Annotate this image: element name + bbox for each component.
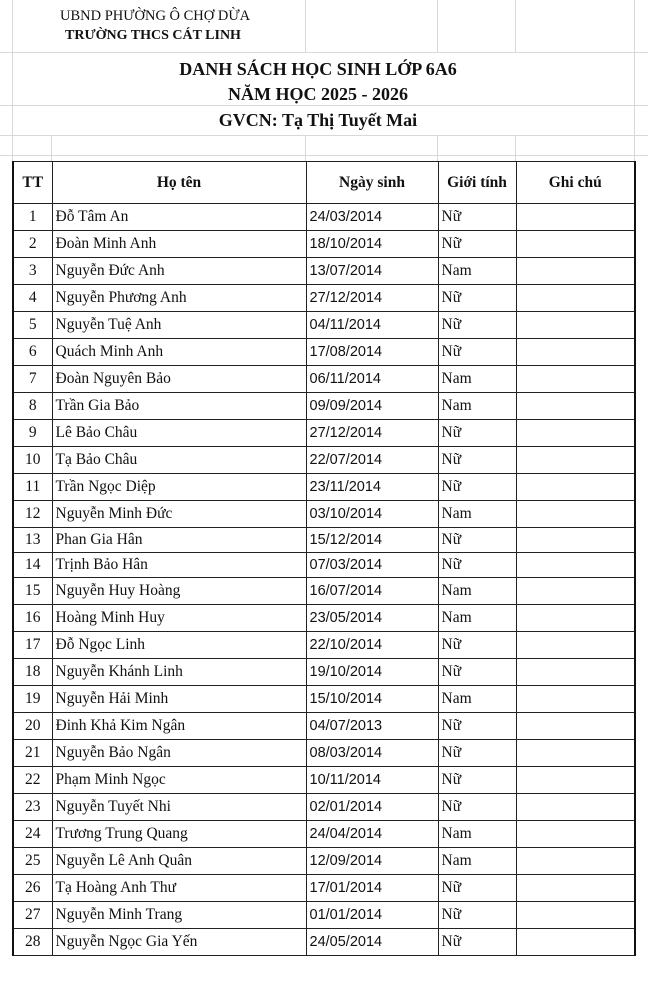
cell-dob: 13/07/2014 <box>306 258 438 285</box>
cell-tt: 23 <box>13 794 52 821</box>
grid-line <box>634 0 635 161</box>
table-row <box>13 821 635 848</box>
cell-tt: 10 <box>13 447 52 474</box>
cell-gender: Nam <box>438 578 516 605</box>
table-row <box>13 204 635 231</box>
table-row <box>13 794 635 821</box>
org-line-1: UBND PHƯỜNG Ô CHỢ DỪA <box>60 8 251 24</box>
org-line-2: TRƯỜNG THCS CÁT LINH <box>65 28 241 43</box>
cell-note <box>516 821 635 848</box>
cell-name: Nguyễn Hải Minh <box>52 686 306 713</box>
table-row <box>13 902 635 929</box>
cell-note <box>516 740 635 767</box>
cell-tt: 6 <box>13 339 52 366</box>
cell-name: Nguyễn Lê Anh Quân <box>52 848 306 875</box>
cell-tt: 26 <box>13 875 52 902</box>
homeroom-teacher: GVCN: Tạ Thị Tuyết Mai <box>218 110 418 130</box>
cell-note <box>516 713 635 740</box>
cell-gender: Nam <box>438 393 516 420</box>
cell-gender: Nữ <box>438 474 516 501</box>
table-row <box>13 605 635 632</box>
cell-dob: 06/11/2014 <box>306 366 438 393</box>
cell-dob: 22/07/2014 <box>306 447 438 474</box>
cell-name: Nguyễn Khánh Linh <box>52 659 306 686</box>
cell-name: Hoàng Minh Huy <box>52 605 306 632</box>
cell-gender: Nữ <box>438 553 516 578</box>
cell-tt: 19 <box>13 686 52 713</box>
cell-gender: Nam <box>438 501 516 528</box>
cell-gender: Nữ <box>438 204 516 231</box>
cell-gender: Nữ <box>438 794 516 821</box>
cell-dob: 16/07/2014 <box>306 578 438 605</box>
cell-dob: 27/12/2014 <box>306 285 438 312</box>
cell-name: Đỗ Tâm An <box>52 204 306 231</box>
cell-name: Phan Gia Hân <box>52 528 306 553</box>
cell-gender: Nữ <box>438 420 516 447</box>
cell-gender: Nữ <box>438 929 516 956</box>
cell-tt: 27 <box>13 902 52 929</box>
table-row <box>13 848 635 875</box>
cell-tt: 17 <box>13 632 52 659</box>
cell-note <box>516 312 635 339</box>
cell-tt: 4 <box>13 285 52 312</box>
cell-gender: Nữ <box>438 285 516 312</box>
cell-gender: Nam <box>438 605 516 632</box>
cell-gender: Nữ <box>438 740 516 767</box>
cell-dob: 08/03/2014 <box>306 740 438 767</box>
cell-dob: 24/04/2014 <box>306 821 438 848</box>
cell-name: Nguyễn Minh Đức <box>52 501 306 528</box>
table-row <box>13 713 635 740</box>
cell-gender: Nữ <box>438 767 516 794</box>
cell-note <box>516 875 635 902</box>
cell-tt: 2 <box>13 231 52 258</box>
cell-tt: 1 <box>13 204 52 231</box>
cell-note <box>516 686 635 713</box>
table-header-row <box>13 162 635 204</box>
cell-dob: 17/01/2014 <box>306 875 438 902</box>
cell-tt: 24 <box>13 821 52 848</box>
table-row <box>13 420 635 447</box>
cell-tt: 3 <box>13 258 52 285</box>
cell-note <box>516 578 635 605</box>
table-row <box>13 501 635 528</box>
cell-gender: Nữ <box>438 902 516 929</box>
cell-dob: 24/03/2014 <box>306 204 438 231</box>
table-row <box>13 578 635 605</box>
student-list-table <box>12 161 636 956</box>
table-row <box>13 553 635 578</box>
cell-name: Nguyễn Huy Hoàng <box>52 578 306 605</box>
grid-line <box>437 135 438 161</box>
cell-note <box>516 605 635 632</box>
cell-tt: 7 <box>13 366 52 393</box>
table-row <box>13 767 635 794</box>
table-row <box>13 258 635 285</box>
cell-name: Nguyễn Bảo Ngân <box>52 740 306 767</box>
grid-line <box>515 135 516 161</box>
cell-name: Phạm Minh Ngọc <box>52 767 306 794</box>
table-row <box>13 312 635 339</box>
cell-dob: 12/09/2014 <box>306 848 438 875</box>
cell-name: Tạ Bảo Châu <box>52 447 306 474</box>
grid-line <box>0 135 648 136</box>
cell-name: Trần Ngọc Diệp <box>52 474 306 501</box>
cell-name: Đoàn Nguyên Bảo <box>52 366 306 393</box>
cell-gender: Nam <box>438 848 516 875</box>
cell-tt: 18 <box>13 659 52 686</box>
cell-note <box>516 366 635 393</box>
cell-note <box>516 474 635 501</box>
cell-dob: 23/05/2014 <box>306 605 438 632</box>
cell-dob: 07/03/2014 <box>306 553 438 578</box>
cell-name: Trịnh Bảo Hân <box>52 553 306 578</box>
grid-line <box>515 0 516 52</box>
cell-gender: Nữ <box>438 528 516 553</box>
cell-note <box>516 501 635 528</box>
cell-note <box>516 902 635 929</box>
cell-tt: 25 <box>13 848 52 875</box>
cell-name: Nguyễn Tuệ Anh <box>52 312 306 339</box>
cell-dob: 15/12/2014 <box>306 528 438 553</box>
school-year: NĂM HỌC 2025 - 2026 <box>228 84 408 104</box>
grid-line <box>0 155 648 156</box>
cell-note <box>516 393 635 420</box>
cell-note <box>516 929 635 956</box>
column-header-name: Họ tên <box>52 162 306 204</box>
cell-name: Nguyễn Đức Anh <box>52 258 306 285</box>
column-header-gender: Giới tính <box>438 162 516 204</box>
cell-name: Nguyễn Minh Trang <box>52 902 306 929</box>
cell-note <box>516 553 635 578</box>
cell-name: Đinh Khả Kim Ngân <box>52 713 306 740</box>
cell-note <box>516 528 635 553</box>
table-row <box>13 659 635 686</box>
cell-dob: 18/10/2014 <box>306 231 438 258</box>
table-row <box>13 285 635 312</box>
cell-name: Trương Trung Quang <box>52 821 306 848</box>
cell-note <box>516 339 635 366</box>
cell-gender: Nam <box>438 258 516 285</box>
cell-gender: Nữ <box>438 659 516 686</box>
column-header-note: Ghi chú <box>516 162 635 204</box>
cell-note <box>516 767 635 794</box>
table-row <box>13 875 635 902</box>
cell-note <box>516 258 635 285</box>
grid-line <box>0 105 648 106</box>
cell-tt: 12 <box>13 501 52 528</box>
grid-line <box>437 0 438 52</box>
cell-note <box>516 420 635 447</box>
cell-note <box>516 285 635 312</box>
cell-tt: 5 <box>13 312 52 339</box>
cell-gender: Nữ <box>438 632 516 659</box>
cell-gender: Nữ <box>438 447 516 474</box>
cell-name: Tạ Hoàng Anh Thư <box>52 875 306 902</box>
cell-name: Quách Minh Anh <box>52 339 306 366</box>
cell-name: Đoàn Minh Anh <box>52 231 306 258</box>
cell-gender: Nữ <box>438 231 516 258</box>
table-row <box>13 231 635 258</box>
cell-gender: Nữ <box>438 713 516 740</box>
cell-gender: Nam <box>438 686 516 713</box>
table-row <box>13 528 635 553</box>
cell-gender: Nam <box>438 821 516 848</box>
cell-dob: 03/10/2014 <box>306 501 438 528</box>
table-row <box>13 339 635 366</box>
cell-dob: 04/07/2013 <box>306 713 438 740</box>
cell-gender: Nam <box>438 366 516 393</box>
table-row <box>13 366 635 393</box>
cell-name: Đỗ Ngọc Linh <box>52 632 306 659</box>
cell-note <box>516 848 635 875</box>
cell-dob: 02/01/2014 <box>306 794 438 821</box>
table-row <box>13 740 635 767</box>
cell-tt: 11 <box>13 474 52 501</box>
cell-dob: 10/11/2014 <box>306 767 438 794</box>
table-row <box>13 632 635 659</box>
cell-tt: 13 <box>13 528 52 553</box>
cell-note <box>516 231 635 258</box>
cell-note <box>516 204 635 231</box>
cell-dob: 15/10/2014 <box>306 686 438 713</box>
cell-note <box>516 447 635 474</box>
cell-gender: Nữ <box>438 339 516 366</box>
cell-dob: 23/11/2014 <box>306 474 438 501</box>
cell-name: Nguyễn Ngọc Gia Yến <box>52 929 306 956</box>
column-header-dob: Ngày sinh <box>306 162 438 204</box>
grid-line <box>51 135 52 161</box>
cell-gender: Nữ <box>438 312 516 339</box>
table-row <box>13 447 635 474</box>
cell-note <box>516 659 635 686</box>
cell-tt: 20 <box>13 713 52 740</box>
grid-line <box>305 135 306 161</box>
cell-name: Nguyễn Tuyết Nhi <box>52 794 306 821</box>
cell-name: Nguyễn Phương Anh <box>52 285 306 312</box>
cell-dob: 19/10/2014 <box>306 659 438 686</box>
cell-tt: 14 <box>13 553 52 578</box>
column-header-tt: TT <box>13 162 52 204</box>
cell-tt: 15 <box>13 578 52 605</box>
table-row <box>13 929 635 956</box>
table-row <box>13 686 635 713</box>
cell-tt: 16 <box>13 605 52 632</box>
table-row <box>13 393 635 420</box>
grid-line <box>0 52 648 53</box>
cell-dob: 27/12/2014 <box>306 420 438 447</box>
cell-dob: 09/09/2014 <box>306 393 438 420</box>
cell-tt: 28 <box>13 929 52 956</box>
cell-tt: 8 <box>13 393 52 420</box>
cell-name: Lê Bảo Châu <box>52 420 306 447</box>
cell-tt: 21 <box>13 740 52 767</box>
cell-gender: Nữ <box>438 875 516 902</box>
cell-dob: 22/10/2014 <box>306 632 438 659</box>
cell-dob: 24/05/2014 <box>306 929 438 956</box>
cell-note <box>516 632 635 659</box>
cell-name: Trần Gia Bảo <box>52 393 306 420</box>
cell-note <box>516 794 635 821</box>
cell-dob: 17/08/2014 <box>306 339 438 366</box>
cell-dob: 04/11/2014 <box>306 312 438 339</box>
grid-line <box>305 0 306 52</box>
cell-tt: 9 <box>13 420 52 447</box>
table-row <box>13 474 635 501</box>
cell-tt: 22 <box>13 767 52 794</box>
grid-line <box>12 0 13 161</box>
document-title: DANH SÁCH HỌC SINH LỚP 6A6 <box>179 59 457 79</box>
cell-dob: 01/01/2014 <box>306 902 438 929</box>
